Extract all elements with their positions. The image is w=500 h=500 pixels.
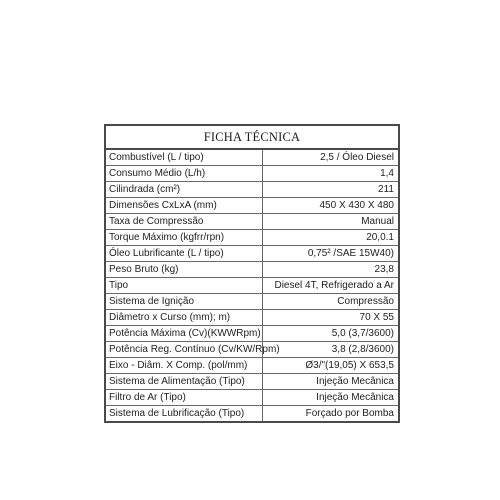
spec-label: Sistema de Alimentação (Tipo) bbox=[106, 374, 263, 390]
spec-label: Óleo Lubrificante (L / tipo) bbox=[106, 246, 263, 262]
spec-row bbox=[106, 150, 398, 166]
spec-row bbox=[106, 262, 398, 278]
spec-row bbox=[106, 310, 398, 326]
spec-label: Sistema de Lubrificação (Tipo) bbox=[106, 406, 263, 422]
spec-label: Torque Máximo (kgfrr/rpn) bbox=[106, 230, 263, 246]
spec-value: 211 bbox=[263, 182, 399, 198]
spec-label: Tipo bbox=[106, 278, 263, 294]
spec-label: Eixo - Diâm. X Comp. (pol/mm) bbox=[106, 358, 263, 374]
spec-label: Filtro de Ar (Tipo) bbox=[106, 390, 263, 406]
spec-row bbox=[106, 182, 398, 198]
spec-row bbox=[106, 278, 398, 294]
spec-label: Peso Bruto (kg) bbox=[106, 262, 263, 278]
spec-value: Ø3/"(19,05) X 653,5 bbox=[263, 358, 399, 374]
spec-label: Taxa de Compressão bbox=[106, 214, 263, 230]
spec-label: Diâmetro x Curso (mm); m) bbox=[106, 310, 263, 326]
spec-label: Cilindrada (cm²) bbox=[106, 182, 263, 198]
spec-table bbox=[106, 150, 398, 421]
spec-row bbox=[106, 342, 398, 358]
spec-value: 5,0 (3,7/3600) bbox=[263, 326, 399, 342]
spec-value: 2,5 / Óleo Diesel bbox=[263, 150, 399, 166]
spec-value: 70 X 55 bbox=[263, 310, 399, 326]
spec-row bbox=[106, 246, 398, 262]
spec-value: 3,8 (2,8/3600) bbox=[263, 342, 399, 358]
spec-label: Potência Reg. Contínuo (Cv/KW/Rpm) bbox=[106, 342, 263, 358]
spec-row bbox=[106, 390, 398, 406]
spec-label: Sistema de Ignição bbox=[106, 294, 263, 310]
spec-value: Manual bbox=[263, 214, 399, 230]
spec-row bbox=[106, 374, 398, 390]
spec-value: 20,0.1 bbox=[263, 230, 399, 246]
spec-row bbox=[106, 358, 398, 374]
spec-value: 0,75² /SAE 15W40) bbox=[263, 246, 399, 262]
spec-value: Compressão bbox=[263, 294, 399, 310]
spec-row bbox=[106, 166, 398, 182]
spec-row bbox=[106, 214, 398, 230]
spec-label: Dimensões CxLxA (mm) bbox=[106, 198, 263, 214]
spec-row bbox=[106, 294, 398, 310]
spec-row bbox=[106, 198, 398, 214]
spec-row bbox=[106, 406, 398, 422]
spec-value: Diesel 4T, Refrigerado a Ar bbox=[263, 278, 399, 294]
spec-value: Injeção Mecânica bbox=[263, 374, 399, 390]
spec-row bbox=[106, 326, 398, 342]
spec-sheet bbox=[104, 124, 400, 423]
spec-value: 23,8 bbox=[263, 262, 399, 278]
spec-value: Injeção Mecânica bbox=[263, 390, 399, 406]
spec-label: Combustível (L / tipo) bbox=[106, 150, 263, 166]
spec-value: Forçado por Bomba bbox=[305, 408, 394, 419]
spec-row bbox=[106, 230, 398, 246]
spec-label: Potência Máxima (Cv)(KWWRpm) bbox=[106, 326, 263, 342]
spec-table-body bbox=[106, 150, 398, 421]
spec-sheet-title: FICHA TÉCNICA bbox=[106, 126, 398, 150]
spec-label: Consumo Médio (L/h) bbox=[106, 166, 263, 182]
spec-value: 1,4 bbox=[263, 166, 399, 182]
spec-value: 450 X 430 X 480 bbox=[263, 198, 399, 214]
